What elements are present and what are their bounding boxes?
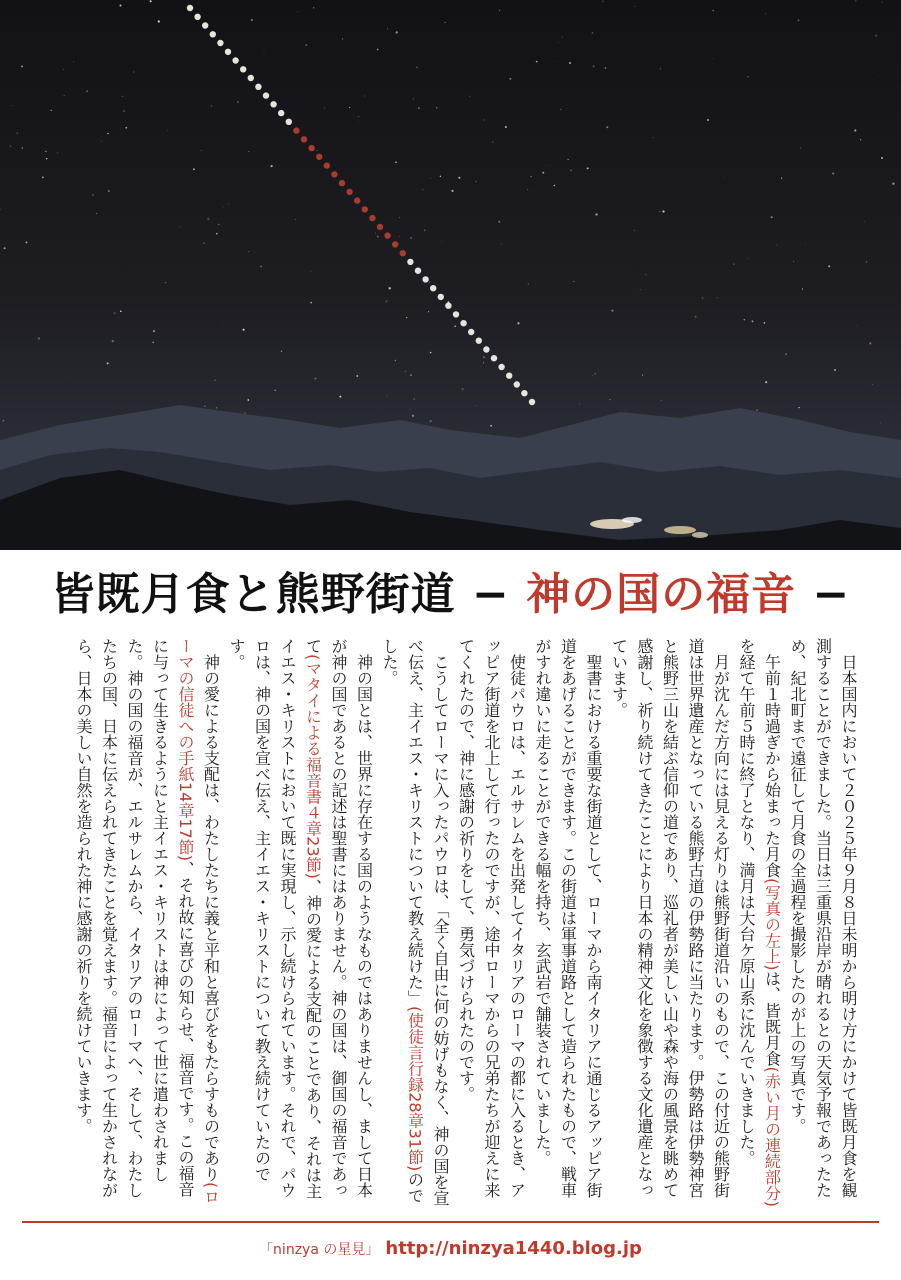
moon-red-phase (377, 224, 383, 230)
star (342, 38, 344, 40)
star (377, 236, 379, 238)
star (324, 107, 325, 108)
star (712, 10, 713, 11)
moon-red-phase (354, 197, 360, 203)
star (387, 29, 388, 30)
star (442, 241, 443, 242)
moon-partial-phase (415, 268, 421, 274)
star (765, 13, 766, 14)
moon-partial-phase (453, 311, 459, 317)
star (798, 407, 799, 408)
moon-partial-phase (476, 338, 482, 344)
paragraph-8: 神の愛による支配は、わたしたちに義と平和と喜びをもたらすものであり(ローマの信徒への手紙14章17節)、それ故に喜びの知らせ、福音です。この福音に与って生きるようにと主イエス・キリストは神によって世に遣わされました。神の国の福音が、エルサレムから、イタリアのローマへ、そして、わたしたちの国、日本に伝えられてきたことを覚えます。福音によって生かされながら、日本の美しい自然を造られた神に感謝の祈りを続けていきます。 (74, 638, 221, 1205)
star (339, 396, 341, 398)
star (107, 133, 108, 134)
star (747, 76, 748, 77)
moon-partial-phase (202, 22, 208, 28)
star (395, 161, 397, 163)
star (57, 152, 58, 153)
star (10, 145, 12, 147)
star (168, 130, 169, 131)
star (587, 167, 589, 169)
star (880, 422, 881, 423)
star (375, 232, 376, 233)
star (251, 19, 253, 21)
article-body (74, 638, 861, 1210)
moon-partial-phase (506, 373, 512, 379)
star (592, 32, 594, 34)
star (490, 425, 492, 427)
star (21, 65, 23, 67)
star (554, 185, 555, 186)
star (413, 398, 415, 400)
star (781, 177, 782, 178)
photo-reference-upper-left: (写真の左上) (762, 878, 782, 971)
title-part-1: 皆既月食と熊野街道 (50, 569, 456, 620)
star (152, 16, 153, 17)
moon-partial-phase (225, 49, 231, 55)
scripture-reference-acts: (使徒言行録28章31節) (405, 1006, 425, 1172)
star (123, 110, 125, 112)
star (653, 137, 654, 138)
star (12, 105, 13, 106)
star (517, 322, 519, 324)
star (854, 129, 856, 131)
star (549, 165, 550, 166)
star (832, 172, 834, 174)
star (568, 159, 569, 160)
star (395, 360, 396, 361)
star (505, 126, 507, 128)
star (430, 352, 432, 354)
moon-partial-phase (491, 355, 497, 361)
moon-partial-phase (194, 14, 200, 20)
moon-partial-phase (270, 101, 276, 107)
paragraph-2: 午前１時過ぎから始まった月食(写真の左上)は、皆既月食(赤い月の連続部分)を経て午前５時に終了となり、満月は大台ケ原山系に沈んでいきました。 (737, 638, 782, 1207)
star (875, 35, 877, 37)
star (748, 258, 749, 259)
star (536, 61, 538, 63)
star (428, 311, 429, 312)
moon-partial-phase (430, 285, 436, 291)
star (108, 190, 110, 192)
star (237, 101, 239, 103)
paragraph-5: 使徒パウロは、エルサレムを出発してイタリアのローマの都に入るとき、アッピア街道を北上して行ったのですが、途中ローマからの兄弟たちが迎えに来てくれたので、神に感謝の祈りをして、勇気づけられたのです。 (456, 638, 527, 1198)
moon-red-phase (346, 189, 352, 195)
star (634, 230, 635, 231)
star (249, 251, 250, 252)
blog-url-link[interactable]: http://ninzya1440.blog.jp (385, 1238, 642, 1259)
star (295, 219, 296, 220)
star (364, 95, 365, 96)
blog-name: 「ninzya の星見」 (259, 1242, 380, 1258)
star (248, 151, 249, 152)
moon-partial-phase (232, 57, 238, 63)
star (21, 147, 23, 149)
star (542, 172, 544, 174)
moon-red-phase (293, 127, 299, 133)
star (38, 337, 40, 339)
moon-partial-phase (248, 75, 254, 81)
star (800, 148, 801, 149)
star (63, 69, 64, 70)
star (712, 58, 713, 59)
star (406, 317, 407, 318)
star (133, 71, 134, 72)
moon-red-phase (301, 136, 307, 142)
star (313, 7, 314, 8)
star (864, 221, 865, 222)
star (882, 2, 883, 3)
star (207, 218, 209, 220)
moon-partial-phase (217, 40, 223, 46)
star (856, 325, 857, 326)
star (659, 211, 660, 212)
star (193, 168, 195, 170)
star (92, 194, 94, 196)
star (125, 127, 127, 129)
star (158, 20, 160, 22)
eclipse-photo (0, 0, 901, 550)
star (569, 62, 571, 64)
star (396, 31, 398, 33)
star (385, 300, 387, 302)
star (660, 68, 661, 69)
star (4, 247, 6, 249)
star (26, 241, 28, 243)
star (429, 420, 431, 422)
moon-red-phase (308, 145, 314, 151)
star (492, 142, 493, 143)
moon-red-phase (384, 232, 390, 238)
star (878, 76, 879, 77)
star (606, 126, 608, 128)
star (244, 412, 245, 413)
star (634, 6, 635, 7)
star (152, 341, 154, 343)
paragraph-1: 日本国内において２０２５年９月８日未明から明け方にかけて皆既月食を観測することができました。当日は三重県沿岸が晴れるとの天気予報であったため、紀北町まで遠征して月食の全過程を撮影したのが上の写真です。 (788, 638, 858, 1198)
star (509, 78, 511, 80)
eclipse-photo-svg (0, 0, 901, 550)
star (579, 403, 580, 404)
star (498, 221, 500, 223)
star (558, 42, 559, 43)
star (483, 362, 484, 363)
star (153, 330, 155, 332)
moon-partial-phase (422, 276, 428, 282)
moon-red-phase (392, 241, 398, 247)
star (46, 158, 47, 159)
star (611, 309, 613, 311)
star (16, 132, 18, 134)
scripture-reference-matthew: (マタイによる福音書４章23節) (303, 654, 323, 879)
star (422, 189, 423, 190)
star (661, 400, 662, 401)
star (733, 263, 735, 265)
star (305, 44, 307, 46)
moon-red-phase (362, 206, 368, 212)
star (483, 356, 485, 358)
moon-partial-phase (286, 119, 292, 125)
star (216, 407, 217, 408)
star (595, 213, 597, 215)
star (358, 116, 360, 118)
star (771, 216, 773, 218)
paragraph-7: 神の国とは、世界に存在する国のようなものではありませんし、まして日本が神の国であるとの記述は聖書にはありません。神の国は、御国の福音であって(マタイによる福音書４章23節)、神の愛による支配のことであり、それは主イエス・キリストにおいて既に実現し、示し続けられています。それで、パウロは、神の国を宣べ伝え、主イエス・キリストについて教え続けていたのです。 (227, 638, 374, 1199)
star (310, 302, 312, 304)
moon-red-phase (339, 180, 345, 186)
moon-partial-phase (521, 390, 527, 396)
star (377, 49, 379, 51)
star (501, 243, 502, 244)
star (214, 379, 215, 380)
star (562, 36, 563, 37)
star (860, 139, 861, 140)
star (358, 122, 359, 123)
star (602, 1, 603, 2)
page-title (0, 560, 901, 630)
star (120, 5, 122, 7)
star (243, 329, 245, 331)
star (69, 379, 70, 380)
star (458, 177, 460, 179)
star (180, 226, 181, 227)
star (311, 271, 312, 272)
star (793, 261, 794, 262)
star (723, 177, 724, 178)
star (593, 65, 595, 67)
paragraph-4: 聖書における重要な街道として、ローマから南イタリアに通じるアッピア街道をあげることができます。この街道は軍事道路として造られたもので、戦車がすれ違いに走ることができる幅を持ち、玄武岩で舗装されていました。 (533, 638, 603, 1198)
star (107, 362, 109, 364)
star (356, 375, 358, 377)
star (281, 351, 282, 352)
star (274, 389, 276, 391)
star (752, 320, 754, 322)
star (881, 157, 883, 159)
star (594, 373, 595, 374)
star (785, 353, 786, 354)
star (872, 384, 873, 385)
moon-partial-phase (263, 92, 269, 98)
star (410, 374, 412, 376)
star (260, 266, 262, 268)
star (50, 110, 52, 112)
star (410, 237, 412, 239)
star (42, 176, 44, 178)
star (707, 119, 709, 121)
star (223, 207, 224, 208)
star (120, 310, 122, 312)
moon-partial-phase (498, 364, 504, 370)
star (122, 96, 123, 97)
star (828, 265, 830, 267)
star (765, 381, 767, 383)
star (589, 3, 590, 4)
moon-partial-phase (407, 259, 413, 265)
star (695, 316, 697, 318)
star (101, 141, 102, 142)
moon-partial-phase (240, 66, 246, 72)
star (298, 11, 299, 12)
star (211, 105, 212, 106)
star (764, 322, 766, 324)
star (264, 53, 265, 54)
moon-partial-phase (438, 294, 444, 300)
star (150, 0, 152, 2)
star (228, 204, 229, 205)
star (640, 289, 641, 290)
star (451, 190, 453, 192)
star (469, 96, 470, 97)
moon-red-phase (324, 162, 330, 168)
star (461, 388, 463, 390)
moon-partial-phase (278, 110, 284, 116)
star (96, 213, 97, 214)
paragraph-6: こうしてローマに入ったパウロは、「全く自由に何の妨げもなく、神の国を宣べ伝え、主イエス・キリストについて教え続けた」(使徒言行録28章31節)のでした。 (380, 638, 450, 1206)
star (744, 319, 746, 321)
star (776, 244, 777, 245)
moon-partial-phase (187, 5, 193, 11)
star (45, 151, 46, 152)
star (558, 61, 559, 62)
star (642, 374, 643, 375)
star (440, 176, 441, 177)
star (527, 189, 528, 190)
star (413, 98, 414, 99)
moon-partial-phase (210, 31, 216, 37)
star (528, 283, 529, 284)
star (204, 406, 205, 407)
star (798, 19, 800, 21)
star (592, 375, 593, 376)
star (429, 281, 431, 283)
star (570, 169, 572, 171)
star (475, 405, 476, 406)
star (270, 165, 272, 167)
moon-red-phase (316, 154, 322, 160)
star (756, 410, 757, 411)
footer (0, 1232, 901, 1266)
star (412, 415, 414, 417)
star (112, 340, 114, 342)
star (605, 67, 607, 69)
star (216, 233, 218, 235)
star (247, 399, 249, 401)
star (222, 324, 223, 325)
star (405, 371, 406, 372)
star (869, 342, 871, 344)
footer-divider (22, 1221, 879, 1223)
star (387, 395, 388, 396)
star (531, 176, 532, 177)
star (114, 312, 116, 314)
paragraph-3: 月が沈んだ方向には見える灯りは熊野街道沿いのもので、この付近の熊野街道は世界遺産となっている熊野古道の伊勢路に当たります。伊勢路は伊勢神宮と熊野三山を結ぶ信仰の道であり、巡礼者が美しい山や森や海の風景を眺めて感謝し、祈り続けてきたことにより日本の精神文化を象徴する文化遺産となっています。 (609, 638, 731, 1198)
star (609, 399, 610, 400)
star (445, 22, 446, 23)
star (573, 281, 574, 282)
moon-partial-phase (514, 381, 520, 387)
star (64, 95, 65, 96)
star (349, 107, 350, 108)
star (317, 150, 318, 151)
star (201, 150, 202, 151)
title-dash-1: − (455, 569, 527, 620)
scripture-reference-romans: (ローマの信徒への手紙14章17節) (176, 638, 221, 1205)
star (416, 67, 417, 68)
star (802, 288, 803, 289)
moon-partial-phase (529, 399, 535, 405)
moon-partial-phase (468, 329, 474, 335)
star (389, 287, 391, 289)
star (855, 0, 856, 1)
star (218, 224, 220, 226)
moon-red-phase (331, 171, 337, 177)
star (314, 378, 316, 380)
moon-partial-phase (483, 346, 489, 352)
star (399, 217, 400, 218)
star (866, 261, 867, 262)
star (424, 229, 426, 231)
moon-partial-phase (445, 303, 451, 309)
photo-reference-red-moon: (赤い月の連続部分) (762, 1066, 782, 1207)
star (834, 369, 836, 371)
moon-partial-phase (460, 320, 466, 326)
star (3, 420, 5, 422)
star (892, 183, 894, 185)
star (560, 109, 561, 110)
star (165, 282, 166, 283)
star (73, 61, 74, 62)
moon-red-phase (400, 250, 406, 256)
star (717, 297, 718, 298)
star (240, 411, 241, 412)
star (702, 298, 703, 299)
title-dash-2: − (796, 569, 851, 620)
star (418, 107, 420, 109)
star (436, 107, 437, 108)
star (203, 242, 205, 244)
star (662, 210, 664, 212)
moon-partial-phase (255, 84, 261, 90)
star (475, 181, 476, 182)
star (483, 119, 484, 120)
star (399, 236, 400, 237)
star (645, 274, 646, 275)
star (454, 325, 456, 327)
star (430, 178, 431, 179)
star (499, 10, 500, 11)
star (86, 90, 88, 92)
moon-red-phase (369, 215, 375, 221)
title-part-2: 神の国の福音 (526, 569, 797, 620)
star (805, 244, 806, 245)
